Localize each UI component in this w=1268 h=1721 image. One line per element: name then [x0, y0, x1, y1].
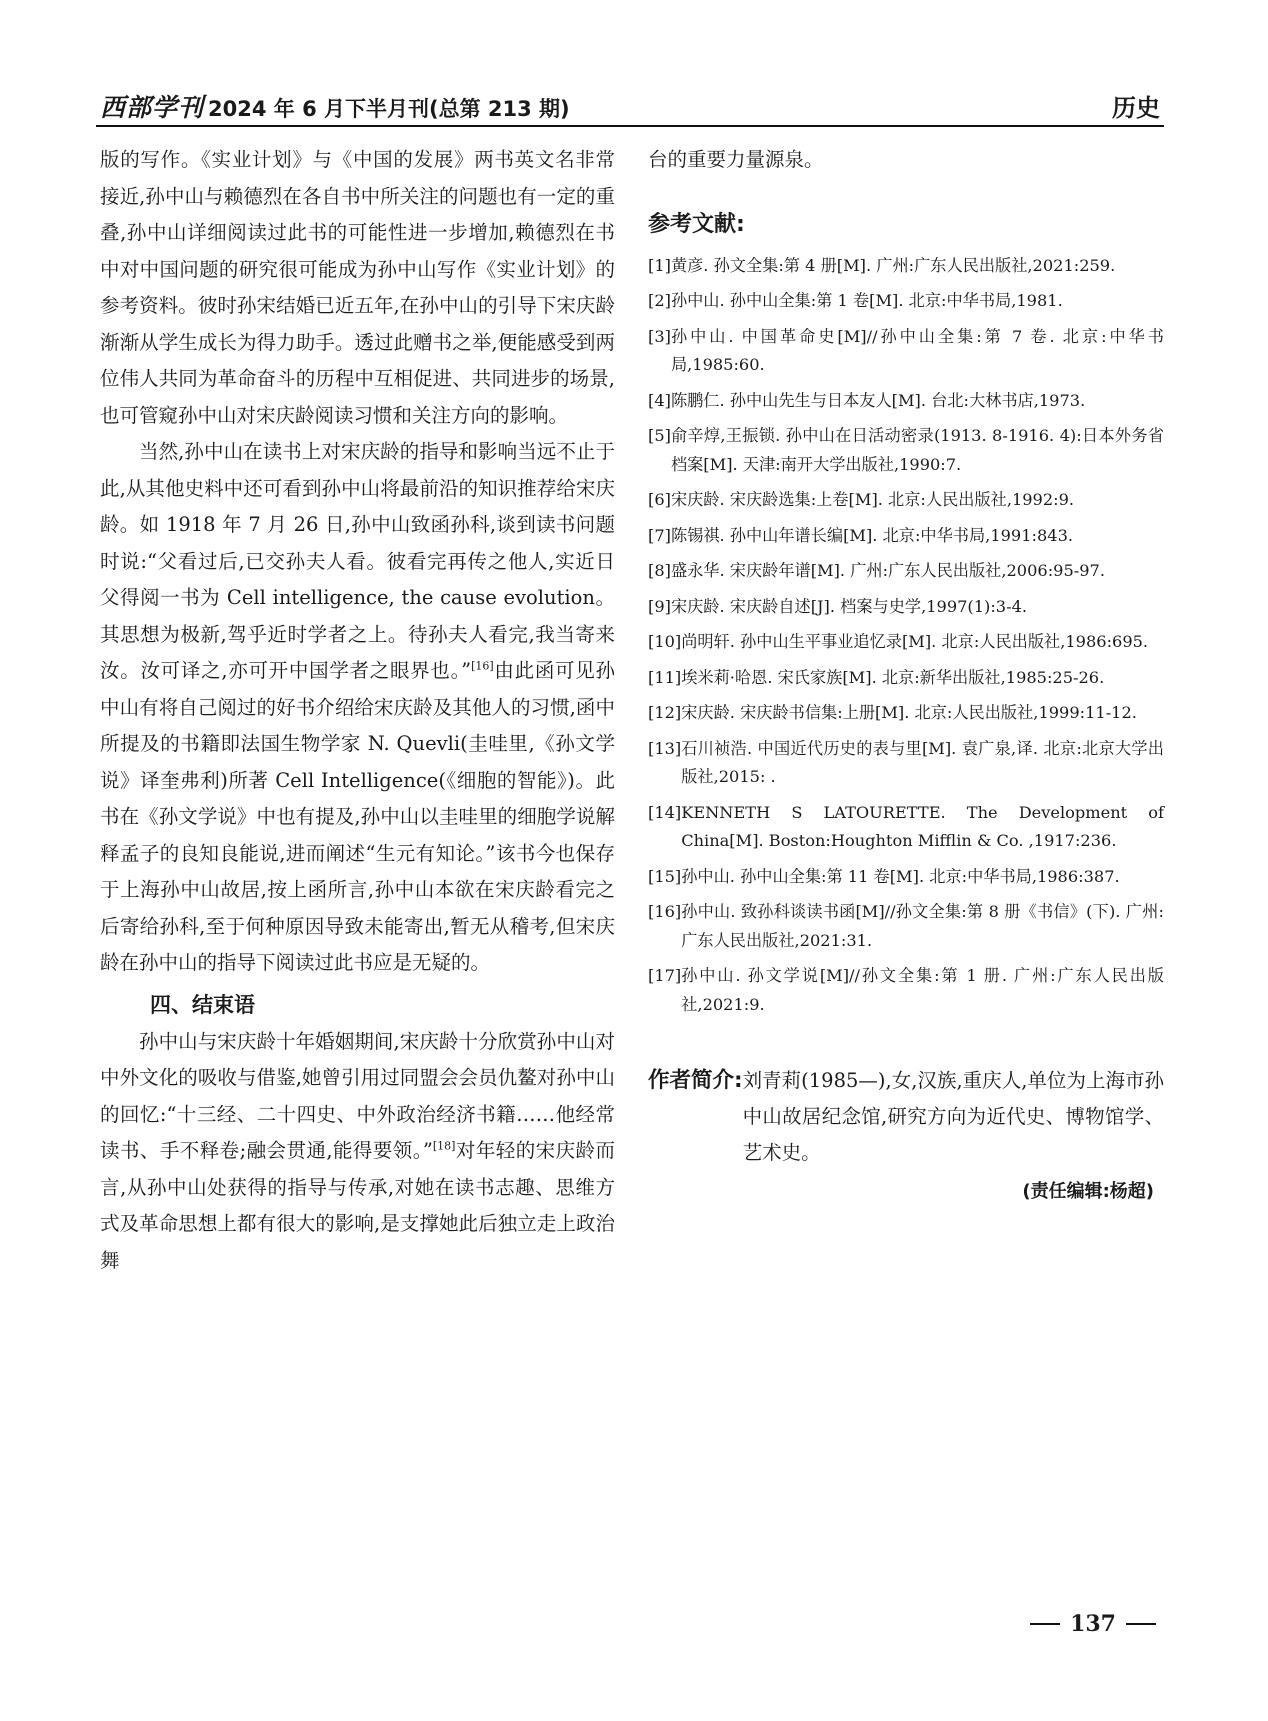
- reference-text: 宋庆龄. 宋庆龄书信集:上册[M]. 北京:人民出版社,1999:11-12.: [681, 703, 1137, 722]
- reference-text: 盛永华. 宋庆龄年谱[M]. 广州:广东人民出版社,2006:95-97.: [670, 561, 1105, 580]
- body-paragraph: [100, 1024, 615, 1280]
- paragraph-text: 由此函可见孙中山有将自己阅过的好书介绍给宋庆龄及其他人的习惯,函中所提及的书籍即法国生物学家 N. Quevli(圭哇里,《孙文学说》译奎弗利)所著 Cell Intelligence(《细胞的智能》)。此书在《孙文学说》中也有提及,孙中山以圭哇里的细胞学说解释孟子的良知良能说,进而阐述“生元有知论。”该书今也保存于上海孙中山故居,按上函所言,孙中山本欲在宋庆龄看完之后寄给孙科,至于何种原因导致未能寄出,暂无从稽考,但宋庆龄在孙中山的指导下阅读过此书应是无疑的。: [100, 659, 615, 974]
- reference-number: [8]: [648, 561, 671, 580]
- reference-text: 石川祯浩. 中国近代历史的表与里[M]. 袁广泉,译. 北京:北京大学出版社,2015: .: [681, 738, 1164, 786]
- citation-marker: [16]: [471, 659, 494, 673]
- author-text: 刘青莉(1985—),女,汉族,重庆人,单位为上海市孙中山故居纪念馆,研究方向为近代史、博物馆学、艺术史。: [742, 1069, 1164, 1164]
- references-heading: 参考文献:: [648, 211, 745, 237]
- reference-text: 孙中山. 致孙科谈读书函[M]//孙文全集:第 8 册《书信》(下). 广州:广东人民出版社,2021:31.: [681, 902, 1164, 950]
- section-label: 历史: [1112, 94, 1160, 122]
- reference-text: 陈鹏仁. 孙中山先生与日本友人[M]. 台北:大林书店,1973.: [670, 390, 1086, 410]
- reference-text: 孙中山. 中国革命史[M]//孙中山全集:第 7 卷. 北京:中华书局,1985:60.: [670, 326, 1164, 374]
- reference-text: 俞辛焞,王振锁. 孙中山在日活动密录(1913. 8-1916. 4):日本外务省档案[M]. 天津:南开大学出版社,1990:7.: [670, 426, 1164, 474]
- reference-item: [648, 387, 1164, 416]
- reference-item: [648, 252, 1164, 281]
- reference-text: 孙中山. 孙文学说[M]//孙文全集:第 1 册. 广州:广东人民出版社,2021:9.: [681, 966, 1164, 1014]
- page-footer: [1030, 1611, 1156, 1637]
- author-label: 作者简介:: [648, 1068, 743, 1093]
- reference-number: [15]: [648, 866, 682, 886]
- reference-number: [16]: [648, 902, 682, 921]
- section-heading: 四、结束语: [150, 992, 255, 1017]
- reference-text: KENNETH S LATOURETTE. The Development of China[M]. Boston:Houghton Mifflin & Co. ,1917:236.: [681, 802, 1164, 850]
- reference-item: [648, 699, 1164, 728]
- header-rule: [96, 125, 1164, 127]
- reference-item: [648, 628, 1164, 657]
- reference-item: [648, 898, 1164, 955]
- running-header: [100, 88, 570, 124]
- reference-text: 黄彦. 孙文全集:第 4 册[M]. 广州:广东人民出版社,2021:259.: [670, 255, 1116, 275]
- journal-logo: 西部学刊: [100, 93, 205, 122]
- reference-item: [648, 735, 1164, 792]
- reference-number: [13]: [648, 738, 682, 758]
- reference-text: 宋庆龄. 宋庆龄选集:上卷[M]. 北京:人民出版社,1992:9.: [670, 490, 1075, 509]
- paragraph-text: 对年轻的宋庆龄而言,从孙中山处获得的指导与传承,对她在读书志趣、思维方式及革命思想上都有很大的影响,是支撑她此后独立走上政治舞: [100, 1139, 615, 1272]
- editor-credit: (责任编辑:杨超): [1022, 1181, 1154, 1202]
- issue-info: 2024 年 6 月下半月刊(总第 213 期): [208, 97, 570, 121]
- right-column: [648, 142, 1164, 1203]
- reference-number: [6]: [648, 490, 671, 509]
- reference-number: [9]: [648, 596, 671, 616]
- reference-item: [648, 287, 1164, 316]
- reference-number: [5]: [648, 426, 671, 445]
- dash-right: [1126, 1623, 1156, 1625]
- reference-list: [648, 252, 1164, 1020]
- reference-text: 尚明轩. 孙中山生平事业追忆录[M]. 北京:人民出版社,1986:695.: [681, 632, 1149, 651]
- body-paragraph: 版的写作。《实业计划》与《中国的发展》两书英文名非常接近,孙中山与赖德烈在各自书中所关注的问题也有一定的重叠,孙中山详细阅读过此书的可能性进一步增加,赖德烈在书中对中国问题的研究很可能成为孙中山写作《实业计划》的参考资料。彼时孙宋结婚已近五年,在孙中山的引导下宋庆龄渐渐从学生成长为得力助手。透过此赠书之举,便能感受到两位伟人共同为革命奋斗的历程中互相促进、共同进步的场景,也可管窥孙中山对宋庆龄阅读习惯和关注方向的影响。: [100, 148, 615, 427]
- reference-item: [648, 593, 1164, 622]
- author-bio: [648, 1063, 1164, 1171]
- reference-number: [2]: [648, 291, 671, 310]
- dash-left: [1030, 1623, 1060, 1625]
- reference-number: [7]: [648, 525, 671, 545]
- reference-number: [1]: [648, 255, 671, 275]
- body-paragraph: [100, 434, 615, 982]
- reference-text: 孙中山. 孙中山全集:第 11 卷[M]. 北京:中华书局,1986:387.: [681, 866, 1120, 886]
- reference-item: [648, 664, 1164, 693]
- reference-text: 宋庆龄. 宋庆龄自述[J]. 档案与史学,1997(1):3-4.: [670, 596, 1028, 616]
- reference-text: 孙中山. 孙中山全集:第 1 卷[M]. 北京:中华书局,1981.: [670, 291, 1063, 310]
- reference-number: [17]: [648, 966, 682, 985]
- reference-number: [3]: [648, 326, 671, 346]
- citation-marker: [18]: [432, 1139, 456, 1153]
- reference-number: [14]: [648, 802, 682, 822]
- reference-item: [648, 422, 1164, 479]
- reference-number: [10]: [648, 632, 682, 651]
- paragraph-text: 当然,孙中山在读书上对宋庆龄的指导和影响当远不止于此,从其他史料中还可看到孙中山将最前沿的知识推荐给宋庆龄。如 1918 年 7 月 26 日,孙中山致函孙科,谈到读书问题时说:“父看过后,已交孙夫人看。彼看完再传之他人,实近日父得阅一书为 Cell intelligence, the cause evolution。其思想为极新,驾乎近时学者之上。待孙夫人看完,我当寄来汝。汝可译之,亦可开中国学者之眼界也。”: [100, 440, 615, 682]
- reference-number: [12]: [648, 703, 682, 722]
- reference-item: [648, 323, 1164, 380]
- page-number: 137: [1070, 1611, 1116, 1637]
- reference-number: [4]: [648, 390, 671, 410]
- reference-text: 埃米莉·哈恩. 宋氏家族[M]. 北京:新华出版社,1985:25-26.: [681, 667, 1105, 687]
- reference-item: [648, 486, 1164, 515]
- reference-number: [11]: [648, 667, 682, 687]
- body-paragraph: 台的重要力量源泉。: [648, 148, 824, 171]
- reference-item: [648, 962, 1164, 1019]
- reference-item: [648, 799, 1164, 856]
- reference-item: [648, 863, 1164, 892]
- reference-item: [648, 557, 1164, 586]
- left-column: [100, 142, 615, 1279]
- reference-text: 陈锡祺. 孙中山年谱长编[M]. 北京:中华书局,1991:843.: [670, 525, 1074, 545]
- reference-item: [648, 522, 1164, 551]
- paragraph-text: 孙中山与宋庆龄十年婚姻期间,宋庆龄十分欣赏孙中山对中外文化的吸收与借鉴,她曾引用过同盟会会员仇鳌对孙中山的回忆:“十三经、二十四史、中外政治经济书籍……他经常读书、手不释卷;融会贯通,能得要领。”: [100, 1029, 615, 1162]
